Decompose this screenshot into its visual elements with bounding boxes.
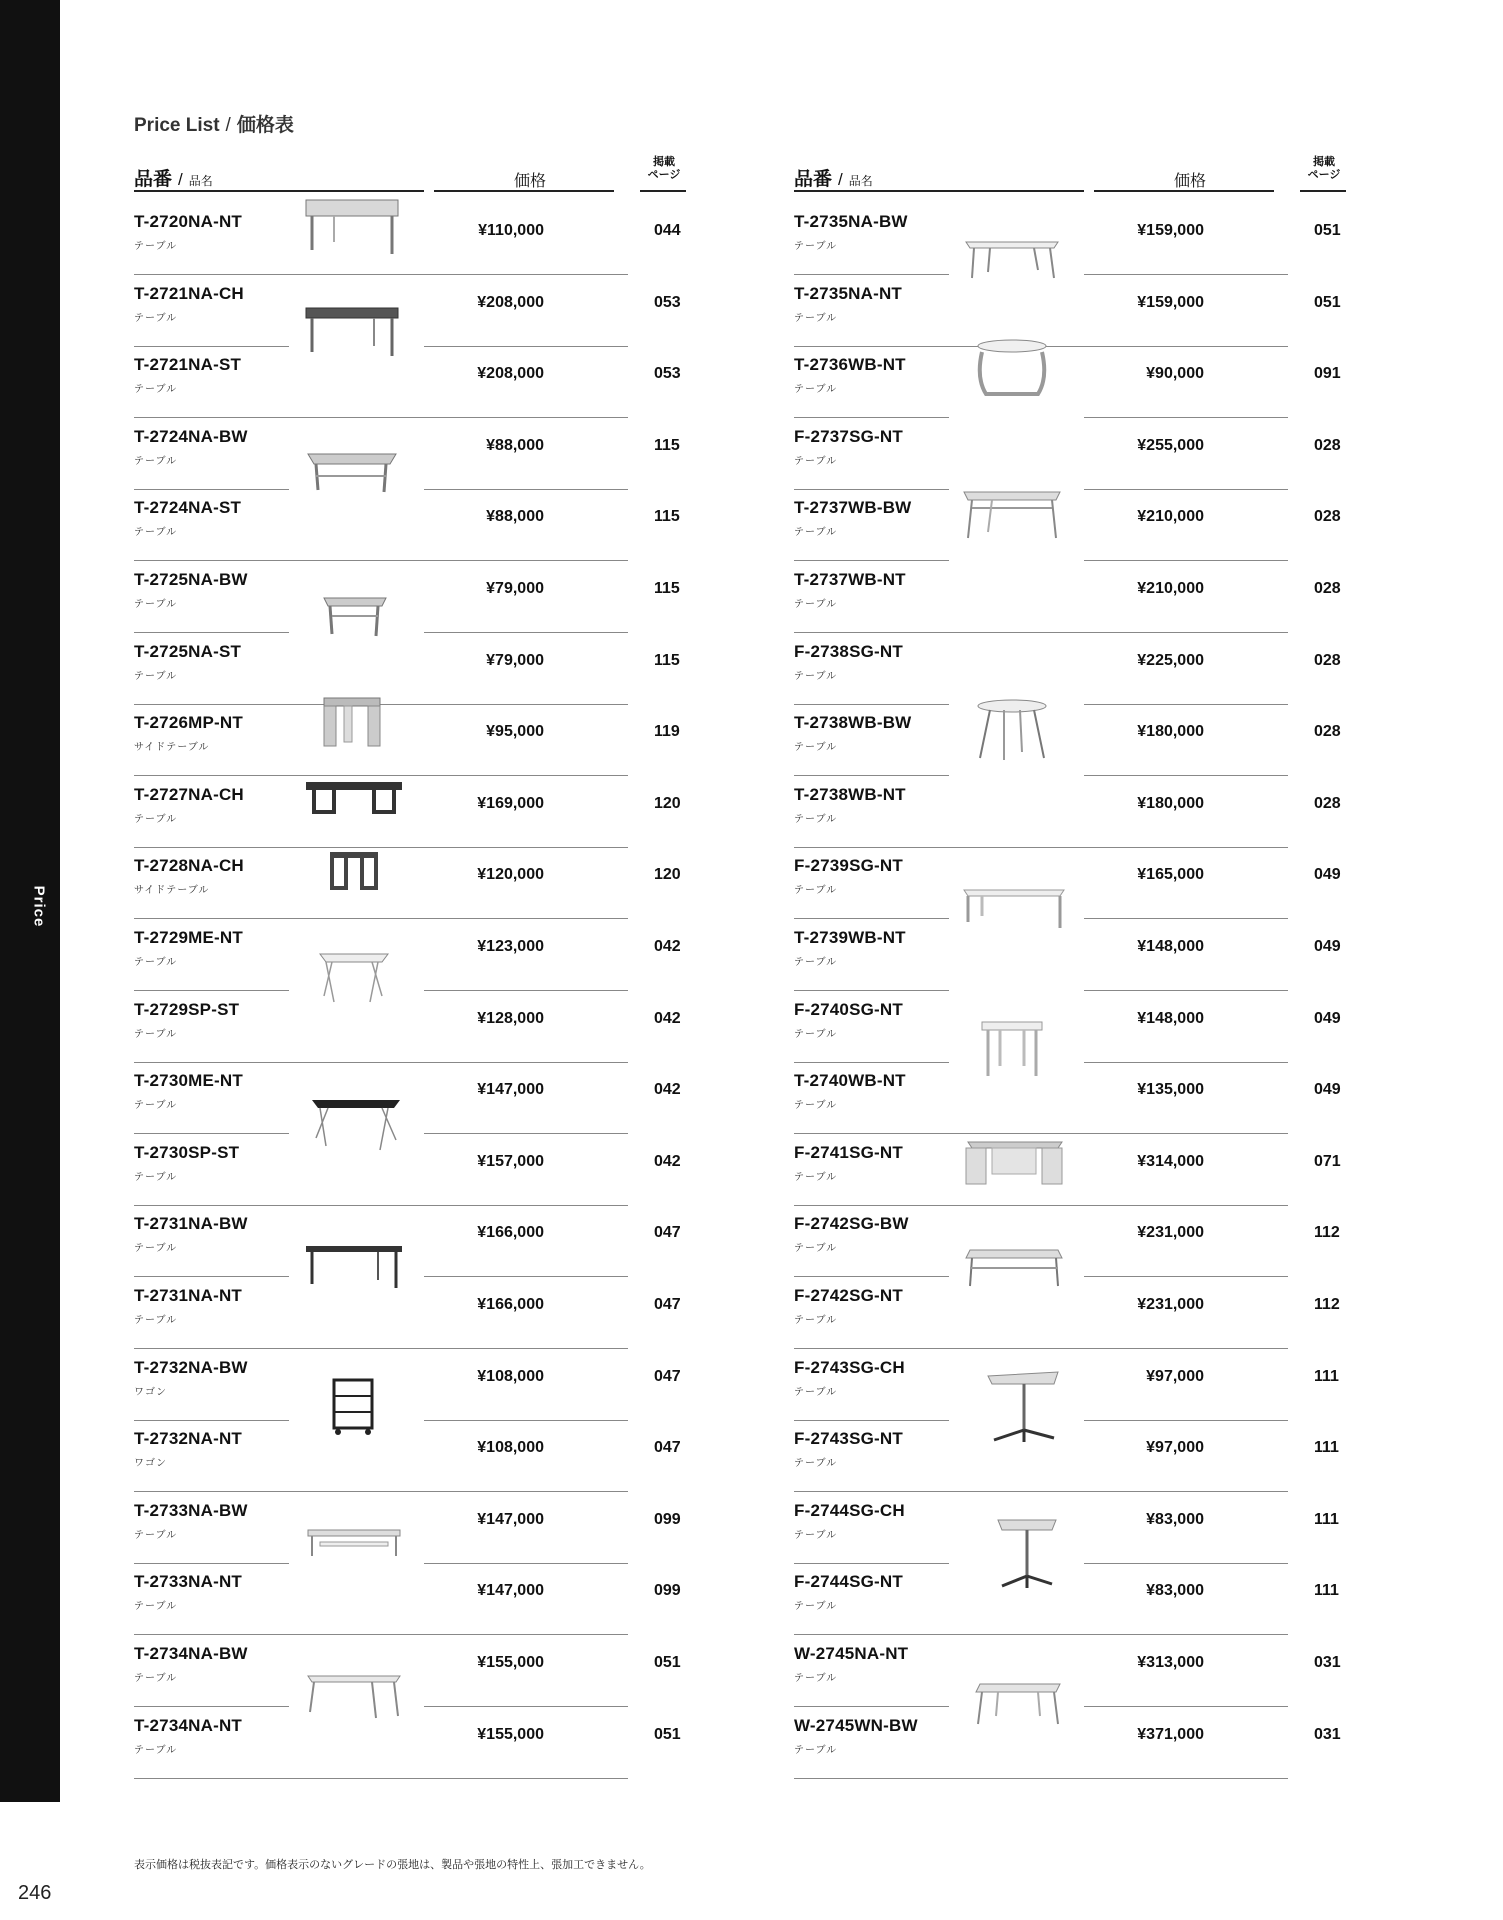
- table-row: [134, 1135, 694, 1206]
- side-table-image: [328, 850, 380, 892]
- table-row: [794, 634, 1354, 705]
- product-page: 051: [654, 1725, 681, 1743]
- product-price: ¥231,000: [1137, 1224, 1204, 1242]
- product-name: テーブル: [134, 312, 178, 324]
- product-page: 111: [1314, 1439, 1339, 1457]
- product-price: ¥157,000: [477, 1152, 544, 1170]
- product-name: テーブル: [134, 1744, 178, 1756]
- table-row: [134, 992, 694, 1063]
- product-price: ¥97,000: [1146, 1367, 1204, 1385]
- table-image: [962, 1246, 1066, 1290]
- product-code: F-2741SG-NT: [794, 1142, 903, 1162]
- product-code: T-2734NA-BW: [134, 1644, 248, 1663]
- product-code: T-2737WB-BW: [794, 498, 912, 518]
- product-code: T-2726MP-NT: [134, 713, 243, 733]
- product-name: テーブル: [794, 527, 838, 539]
- product-page: 115: [654, 508, 680, 526]
- product-page: 042: [654, 1152, 681, 1170]
- table-image: [304, 306, 400, 358]
- product-price: ¥83,000: [1146, 1582, 1204, 1600]
- product-page: 099: [654, 1510, 681, 1528]
- product-price: ¥208,000: [477, 293, 544, 311]
- product-code: T-2736WB-NT: [794, 355, 906, 375]
- product-price: ¥148,000: [1137, 1009, 1204, 1027]
- table-row: [134, 1636, 694, 1707]
- product-page: 112: [1314, 1296, 1340, 1313]
- table-row: [794, 848, 1354, 919]
- product-name: テーブル: [794, 1386, 838, 1398]
- product-name: テーブル: [794, 742, 838, 754]
- product-name: テーブル: [794, 957, 838, 968]
- product-code: T-2721NA-ST: [134, 355, 242, 375]
- table-row: [794, 1063, 1354, 1134]
- product-page: 028: [1314, 580, 1341, 597]
- product-code: T-2732NA-BW: [134, 1357, 248, 1377]
- product-page: 111: [1314, 1367, 1339, 1385]
- product-name: テーブル: [794, 1529, 838, 1541]
- product-name: テーブル: [134, 527, 178, 539]
- table-header: [134, 154, 694, 192]
- table-header: [794, 154, 1354, 192]
- footer-note: 表示価格は税抜表記です。価格表示のないグレードの張地は、製品や張地の特性上、張加工できません。: [134, 1859, 651, 1871]
- side-tab: [0, 0, 60, 1802]
- round-table-image: [974, 698, 1050, 762]
- product-page: 049: [1314, 1081, 1341, 1099]
- product-price: ¥314,000: [1137, 1152, 1204, 1170]
- product-code: T-2740WB-NT: [794, 1071, 906, 1091]
- table-image: [304, 198, 400, 256]
- product-page: 028: [1314, 508, 1341, 526]
- product-name: テーブル: [794, 1744, 838, 1756]
- product-page: 091: [1314, 365, 1341, 383]
- product-name: テーブル: [134, 1100, 178, 1112]
- product-code: T-2733NA-NT: [134, 1572, 243, 1592]
- table-row: [134, 1278, 694, 1349]
- product-code: F-2738SG-NT: [794, 641, 903, 661]
- table-row: [134, 276, 694, 347]
- product-page: 047: [654, 1439, 681, 1457]
- table-row: [794, 992, 1354, 1063]
- product-price: ¥166,000: [477, 1296, 544, 1313]
- product-page: 047: [654, 1296, 681, 1313]
- table-row: [134, 1493, 694, 1564]
- product-name: テーブル: [134, 1673, 178, 1684]
- product-name: テーブル: [794, 1100, 838, 1112]
- product-page: 047: [654, 1224, 681, 1242]
- table-row: [134, 1421, 694, 1492]
- product-code: T-2737WB-NT: [794, 570, 906, 589]
- wagon-image: [330, 1378, 376, 1436]
- product-name: テーブル: [134, 1243, 178, 1255]
- product-code: T-2725NA-BW: [134, 570, 248, 589]
- product-price: ¥210,000: [1137, 508, 1204, 526]
- cafe-table-image: [984, 1370, 1062, 1444]
- table-image: [320, 594, 390, 638]
- product-code: F-2743SG-NT: [794, 1429, 903, 1449]
- table-row: [794, 1206, 1354, 1277]
- product-name: テーブル: [134, 1529, 178, 1541]
- product-page: 028: [1314, 436, 1341, 454]
- product-name: テーブル: [794, 384, 838, 396]
- product-price: ¥108,000: [477, 1367, 544, 1385]
- product-name: テーブル: [134, 1601, 178, 1613]
- product-code: T-2734NA-NT: [134, 1715, 243, 1735]
- product-price: ¥165,000: [1137, 866, 1204, 884]
- table-row: [794, 490, 1354, 561]
- table-image: [304, 1244, 404, 1292]
- header-item: 品番 / 品名: [794, 169, 873, 190]
- table-row: [794, 1350, 1354, 1421]
- product-price: ¥210,000: [1137, 580, 1204, 597]
- product-price: ¥155,000: [477, 1654, 544, 1671]
- product-page: 115: [654, 580, 680, 597]
- product-code: T-2731NA-BW: [134, 1214, 248, 1234]
- table-row: [794, 1564, 1354, 1635]
- product-name: テーブル: [134, 599, 178, 610]
- product-price: ¥90,000: [1146, 365, 1204, 383]
- product-name: テーブル: [794, 813, 838, 825]
- table-image: [308, 1096, 404, 1154]
- table-image: [306, 1672, 402, 1722]
- table-row: [134, 490, 694, 561]
- table-row: [794, 276, 1354, 347]
- product-name: テーブル: [794, 1171, 838, 1183]
- product-code: T-2724NA-ST: [134, 498, 242, 518]
- table-image: [972, 338, 1052, 400]
- product-name: テーブル: [134, 670, 178, 682]
- product-price: ¥147,000: [477, 1081, 544, 1099]
- product-price: ¥88,000: [486, 508, 544, 526]
- product-price: ¥83,000: [1146, 1510, 1204, 1528]
- product-price: ¥180,000: [1137, 794, 1204, 812]
- product-name: テーブル: [134, 957, 178, 968]
- product-code: T-2724NA-BW: [134, 426, 248, 446]
- product-page: 051: [1314, 293, 1341, 311]
- table-row: [134, 705, 694, 776]
- product-price: ¥97,000: [1146, 1439, 1204, 1457]
- header-page: 掲載 ページ: [647, 156, 681, 181]
- product-code: T-2728NA-CH: [134, 856, 244, 876]
- product-page: 031: [1314, 1725, 1341, 1743]
- product-page: 049: [1314, 866, 1341, 884]
- table-row: [134, 1350, 694, 1421]
- product-price: ¥123,000: [477, 938, 544, 955]
- product-code: T-2733NA-BW: [134, 1500, 248, 1520]
- product-name: サイドテーブル: [134, 885, 210, 897]
- product-code: T-2735NA-BW: [794, 212, 908, 231]
- product-page: 119: [654, 723, 680, 741]
- product-page: 049: [1314, 1009, 1341, 1027]
- header-item: 品番 / 品名: [134, 169, 213, 190]
- product-name: テーブル: [794, 1315, 838, 1326]
- table-row: [794, 920, 1354, 991]
- product-name: テーブル: [794, 455, 838, 467]
- product-code: T-2738WB-BW: [794, 713, 912, 733]
- price-table-right: [794, 154, 1354, 1764]
- product-price: ¥95,000: [486, 723, 544, 741]
- table-row: [794, 1278, 1354, 1349]
- product-page: 028: [1314, 794, 1341, 812]
- product-page: 111: [1314, 1582, 1339, 1600]
- product-name: テーブル: [794, 599, 838, 610]
- product-code: F-2742SG-NT: [794, 1286, 903, 1305]
- product-page: 111: [1314, 1510, 1339, 1528]
- page-title: [134, 110, 294, 137]
- product-code: W-2745WN-BW: [794, 1715, 918, 1735]
- product-name: テーブル: [794, 312, 838, 324]
- product-price: ¥110,000: [478, 222, 544, 239]
- table-image: [972, 1680, 1064, 1728]
- product-code: T-2739WB-NT: [794, 928, 906, 947]
- product-code: T-2725NA-ST: [134, 641, 242, 661]
- product-code: T-2729ME-NT: [134, 928, 243, 947]
- table-image: [304, 780, 404, 816]
- product-page: 042: [654, 1081, 681, 1099]
- table-row: [794, 347, 1354, 418]
- table-row: [134, 634, 694, 705]
- product-name: テーブル: [134, 1315, 178, 1326]
- product-price: ¥180,000: [1137, 723, 1204, 741]
- product-price: ¥159,000: [1137, 293, 1204, 311]
- product-code: W-2745NA-NT: [794, 1644, 909, 1663]
- product-name: テーブル: [794, 1458, 838, 1470]
- product-page: 115: [654, 651, 680, 669]
- header-price: 価格: [514, 173, 547, 190]
- product-code: F-2744SG-CH: [794, 1500, 905, 1520]
- product-name: サイドテーブル: [134, 742, 210, 754]
- product-page: 112: [1314, 1224, 1340, 1242]
- product-code: T-2729SP-ST: [134, 999, 240, 1019]
- table-row: [134, 848, 694, 919]
- table-row: [794, 1708, 1354, 1779]
- product-code: F-2737SG-NT: [794, 426, 903, 446]
- product-code: T-2730ME-NT: [134, 1071, 243, 1091]
- table-row: [134, 204, 694, 275]
- product-page: 051: [1314, 222, 1341, 239]
- product-price: ¥79,000: [486, 580, 544, 597]
- table-row: [134, 920, 694, 991]
- product-name: テーブル: [134, 1171, 178, 1183]
- page-title-en: Price List: [134, 115, 220, 136]
- product-page: 044: [654, 222, 681, 239]
- table-row: [134, 562, 694, 633]
- table-row: [134, 1564, 694, 1635]
- product-price: ¥166,000: [477, 1224, 544, 1242]
- table-row: [134, 1708, 694, 1779]
- product-price: ¥79,000: [486, 651, 544, 669]
- product-name: テーブル: [794, 670, 838, 682]
- table-image: [306, 1528, 402, 1560]
- product-price: ¥231,000: [1137, 1296, 1204, 1313]
- product-page: 028: [1314, 723, 1341, 741]
- page-number: 246: [18, 1882, 52, 1904]
- product-name: ワゴン: [134, 1386, 167, 1398]
- table-row: [134, 777, 694, 848]
- table-image: [304, 450, 400, 494]
- table-row: [794, 777, 1354, 848]
- side-tab-label: Price: [30, 885, 48, 928]
- price-table-left: [134, 154, 694, 1764]
- product-code: F-2742SG-BW: [794, 1214, 909, 1234]
- product-name: テーブル: [794, 1028, 838, 1040]
- header-price: 価格: [1174, 173, 1207, 190]
- product-price: ¥120,000: [477, 866, 544, 884]
- product-price: ¥128,000: [477, 1009, 544, 1027]
- product-name: テーブル: [134, 384, 178, 396]
- product-page: 042: [654, 1009, 681, 1027]
- table-row: [134, 1063, 694, 1134]
- product-code: F-2743SG-CH: [794, 1357, 905, 1377]
- table-image: [316, 950, 392, 1006]
- product-name: テーブル: [794, 1673, 838, 1684]
- product-page: 031: [1314, 1654, 1341, 1671]
- product-page: 115: [654, 436, 680, 454]
- table-image: [960, 488, 1064, 542]
- product-price: ¥371,000: [1137, 1725, 1204, 1743]
- product-page: 028: [1314, 651, 1341, 669]
- page-title-jp: 価格表: [236, 115, 294, 136]
- table-row: [794, 204, 1354, 275]
- product-price: ¥147,000: [477, 1510, 544, 1528]
- table-row: [134, 419, 694, 490]
- product-price: ¥147,000: [477, 1582, 544, 1600]
- table-row: [794, 1493, 1354, 1564]
- product-name: テーブル: [794, 1243, 838, 1255]
- cafe-table-image: [994, 1516, 1060, 1590]
- product-price: ¥169,000: [477, 794, 544, 812]
- table-row: [134, 1206, 694, 1277]
- product-page: 071: [1314, 1152, 1341, 1170]
- product-page: 120: [654, 794, 681, 812]
- product-price: ¥159,000: [1137, 222, 1204, 239]
- product-price: ¥155,000: [477, 1725, 544, 1743]
- product-code: F-2740SG-NT: [794, 999, 903, 1019]
- product-code: F-2739SG-NT: [794, 856, 903, 876]
- product-code: T-2731NA-NT: [134, 1286, 243, 1305]
- product-page: 042: [654, 938, 681, 955]
- product-page: 053: [654, 365, 681, 383]
- product-price: ¥255,000: [1137, 436, 1204, 454]
- product-code: T-2732NA-NT: [134, 1429, 243, 1449]
- header-page: 掲載 ページ: [1307, 156, 1341, 181]
- product-name: ワゴン: [134, 1458, 167, 1470]
- product-code: F-2744SG-NT: [794, 1572, 903, 1592]
- table-row: [794, 562, 1354, 633]
- product-price: ¥148,000: [1137, 938, 1204, 955]
- product-name: テーブル: [134, 455, 178, 467]
- product-page: 120: [654, 866, 681, 884]
- product-page: 051: [654, 1654, 681, 1671]
- product-price: ¥208,000: [477, 365, 544, 383]
- product-code: T-2721NA-CH: [134, 283, 244, 303]
- product-name: テーブル: [794, 885, 838, 897]
- product-price: ¥225,000: [1137, 651, 1204, 669]
- product-code: T-2735NA-NT: [794, 283, 903, 303]
- product-name: テーブル: [794, 241, 838, 252]
- product-code: T-2727NA-CH: [134, 784, 244, 804]
- product-code: T-2738WB-NT: [794, 784, 906, 804]
- product-page: 049: [1314, 938, 1341, 955]
- table-row: [794, 705, 1354, 776]
- product-name: テーブル: [134, 1028, 178, 1040]
- table-row: [794, 1421, 1354, 1492]
- table-row: [794, 419, 1354, 490]
- table-image: [964, 238, 1060, 282]
- product-price: ¥135,000: [1137, 1081, 1204, 1099]
- product-price: ¥313,000: [1137, 1654, 1204, 1671]
- side-table-image: [320, 696, 384, 748]
- product-price: ¥88,000: [486, 436, 544, 454]
- product-name: テーブル: [794, 1601, 838, 1613]
- product-page: 053: [654, 293, 681, 311]
- table-image: [960, 886, 1068, 932]
- table-row: [794, 1135, 1354, 1206]
- table-image: [980, 1020, 1044, 1080]
- table-row: [134, 347, 694, 418]
- product-page: 047: [654, 1367, 681, 1385]
- product-code: T-2730SP-ST: [134, 1142, 240, 1162]
- product-name: テーブル: [134, 241, 178, 252]
- title-separator: /: [225, 115, 231, 136]
- product-code: T-2720NA-NT: [134, 212, 243, 231]
- product-price: ¥108,000: [477, 1439, 544, 1457]
- table-row: [794, 1636, 1354, 1707]
- table-image: [962, 1138, 1066, 1188]
- product-page: 099: [654, 1582, 681, 1600]
- product-name: テーブル: [134, 813, 178, 825]
